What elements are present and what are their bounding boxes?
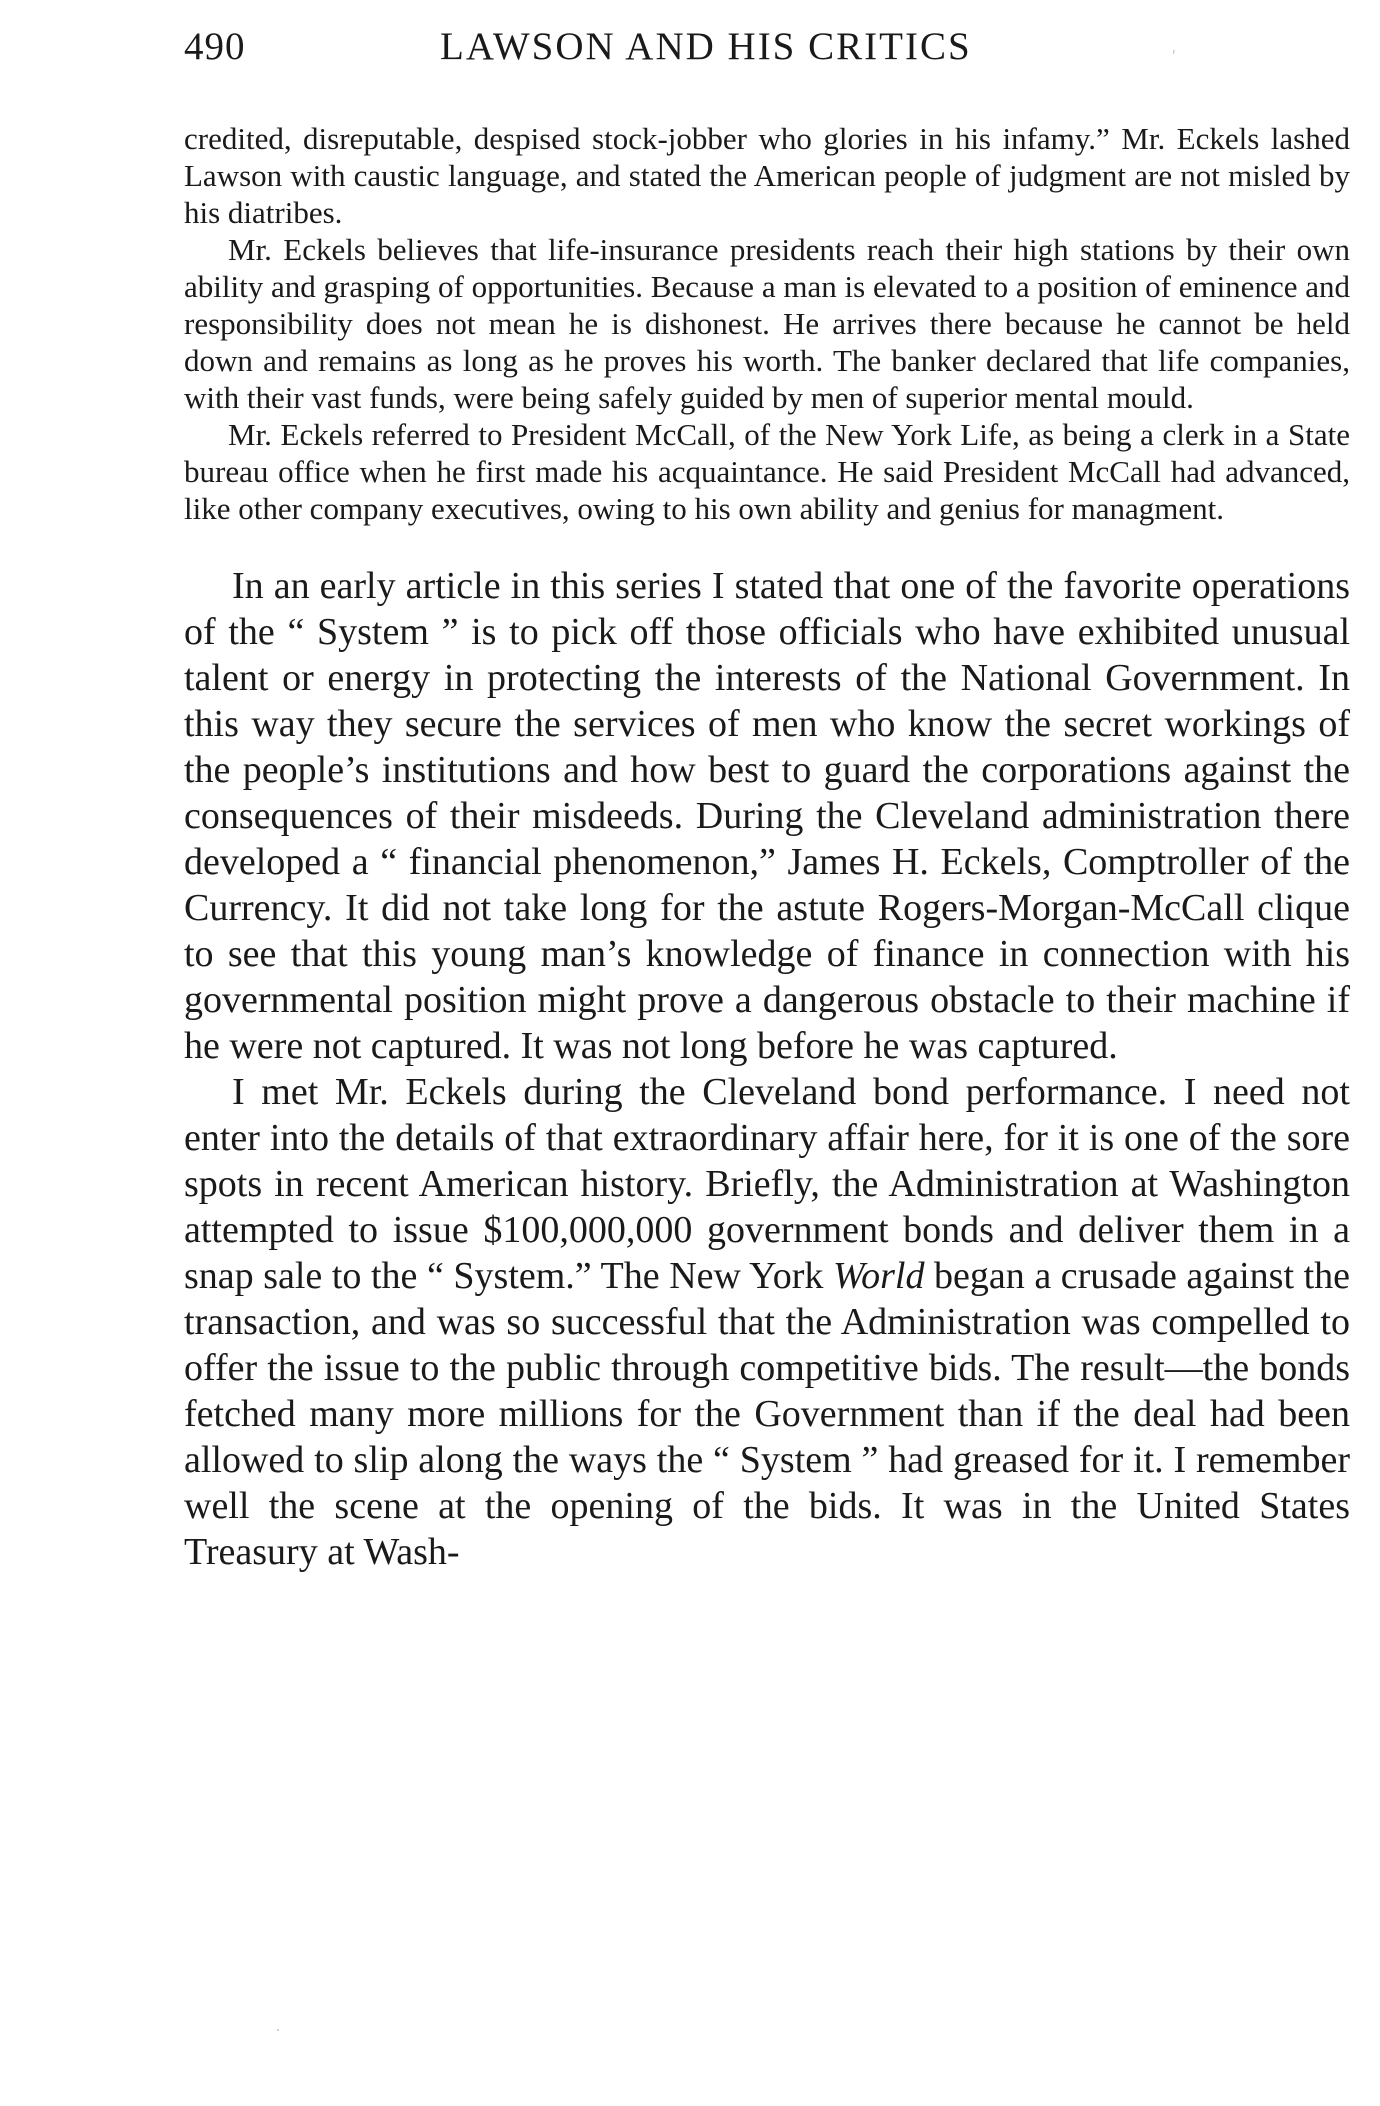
quote-paragraph: credited, disreputable, despised stock-jobber who glories in his infamy.” Mr. Eckels lashed Lawson with caustic language, and stated the American people of judgment are not misled by his diatribes. — [184, 121, 1350, 230]
quote-paragraph: Mr. Eckels believes that life-insurance presidents reach their high stations by their own ability and grasping of opportunities. Because a man is elevated to a position of eminence and responsibility does not mean he is dishonest. He arrives there because he cannot be held down and remains as long as he proves his worth. The banker declared that life companies, with their vast funds, were being safely guided by men of superior mental mould. — [184, 232, 1350, 415]
body-paragraph-text: I met Mr. Eckels during the Cleveland bond performance. I need not enter into the details of that extraordinary affair here, for it is one of the sore spots in recent American history. Briefly, the Administration at Washington attempted to issue $100,000,000 government bonds and deliver them in a snap sale to the “ System.” The New York — [184, 1071, 1350, 1297]
quoted-news-extract — [184, 120, 1350, 527]
newspaper-title: World — [832, 1255, 925, 1297]
scan-speck: ′ — [1172, 46, 1176, 66]
main-text — [184, 563, 1350, 1575]
body-paragraph: In an early article in this series I stated that one of the favorite operations of the “ System ” is to pick off those officials who have exhibited unusual talent or energy in protecting the interests of the National Government. In this way they secure the services of men who know the secret workings of the people’s institutions and how best to guard the corporations against the consequences of their misdeeds. During the Cleveland administration there developed a “ financial phenomenon,” James H. Eckels, Comptroller of the Currency. It did not take long for the astute Rogers-Morgan-McCall clique to see that this young man’s knowledge of finance in connection with his governmental position might prove a dangerous obstacle to their machine if he were not captured. It was not long before he was captured. — [184, 565, 1350, 1067]
running-title: LAWSON AND HIS CRITICS — [440, 25, 972, 68]
scan-speck: · — [275, 2020, 281, 2040]
quote-paragraph: Mr. Eckels referred to President McCall, of the New York Life, as being a clerk in a State bureau office when he first made his acquaintance. He said President McCall had advanced, like other company executives, owing to his own ability and genius for managment. — [184, 417, 1350, 526]
book-page — [184, 20, 1350, 1575]
body-paragraph-text: began a crusade against the transaction, and was so successful that the Administration was compelled to offer the issue to the public through competitive bids. The result—the bonds fetched many more millions for the Government than if the deal had been allowed to slip along the ways the “ System ” had greased for it. I remember well the scene at the opening of the bids. It was in the United States Treasury at Wash- — [184, 1255, 1351, 1573]
page-number: 490 — [184, 25, 246, 68]
body-paragraph — [184, 1069, 1350, 1575]
